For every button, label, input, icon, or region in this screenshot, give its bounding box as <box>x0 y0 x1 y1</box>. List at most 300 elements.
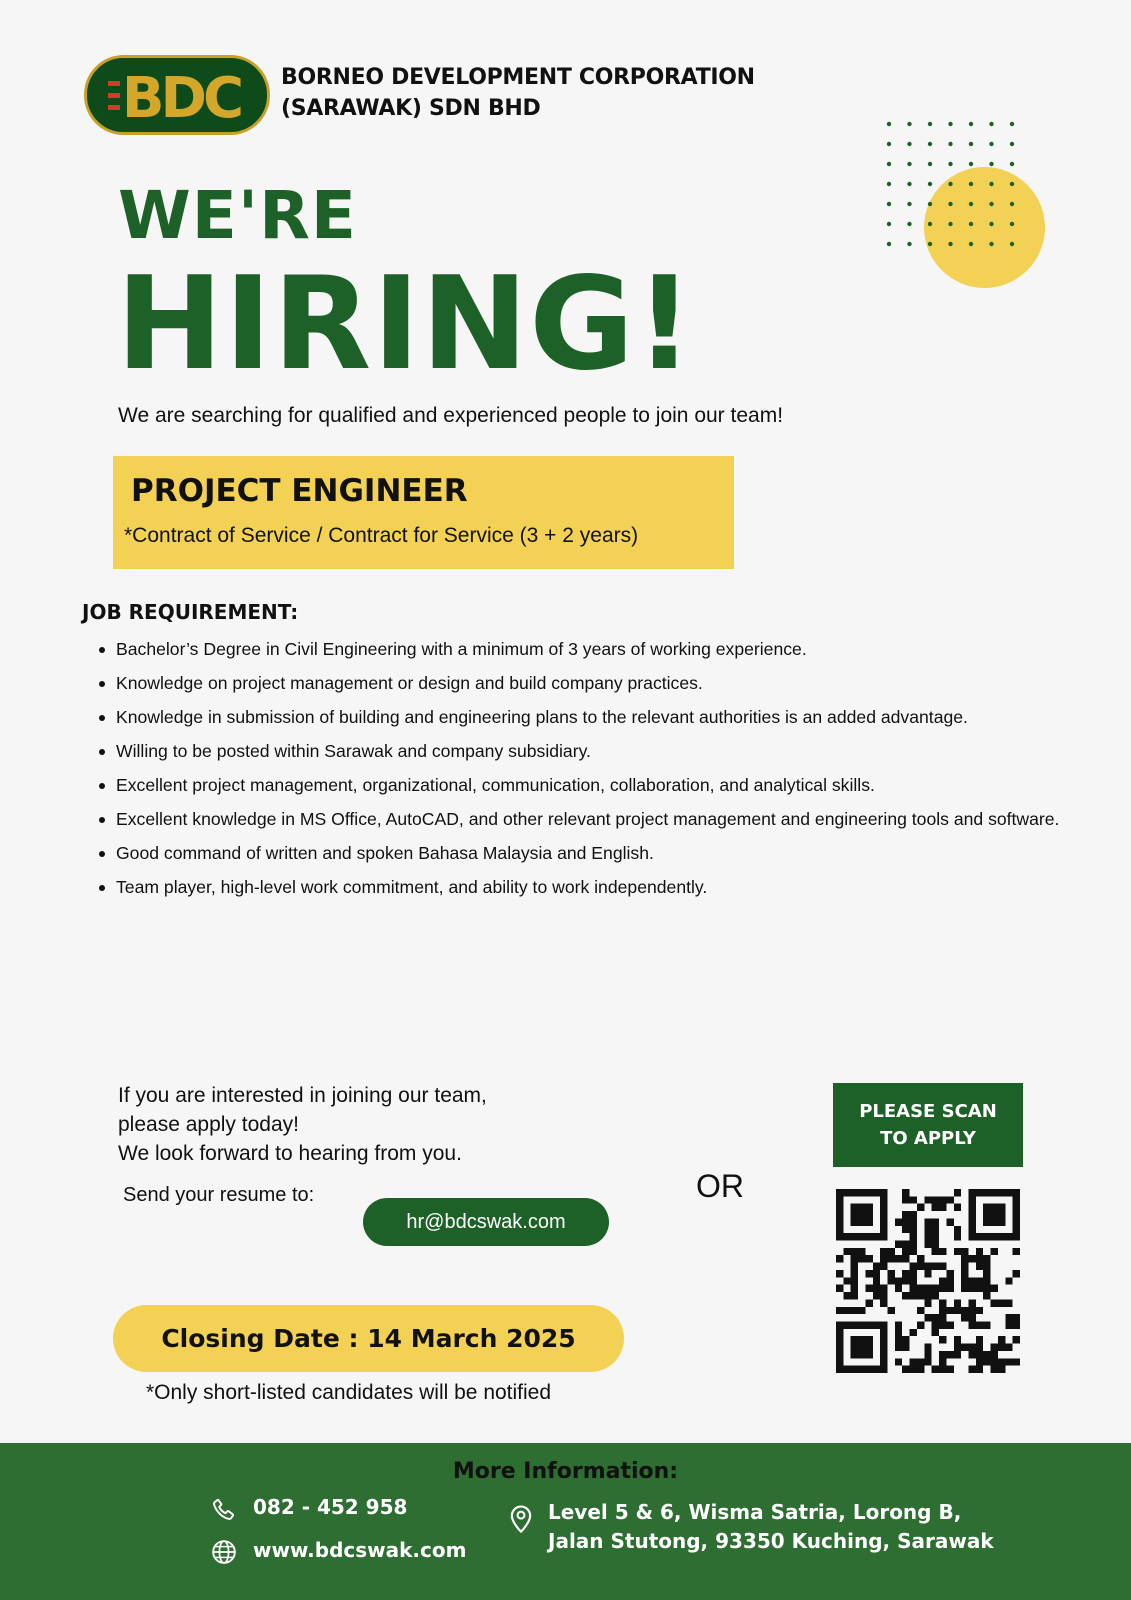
qr-module <box>924 1285 931 1292</box>
qr-module <box>932 1292 939 1299</box>
qr-module <box>976 1277 983 1284</box>
qr-module <box>976 1336 983 1343</box>
qr-module <box>917 1321 924 1328</box>
decor-dot <box>907 202 911 206</box>
qr-module <box>851 1292 858 1299</box>
decor-dot <box>969 162 973 166</box>
qr-module <box>961 1255 968 1262</box>
qr-module <box>976 1366 983 1373</box>
svg-text:BDC: BDC <box>121 66 241 131</box>
qr-module <box>910 1292 917 1299</box>
qr-module <box>991 1366 998 1373</box>
qr-module <box>895 1321 902 1328</box>
qr-module <box>983 1358 990 1365</box>
qr-module <box>873 1292 880 1299</box>
qr-module <box>998 1366 1005 1373</box>
qr-module <box>858 1307 865 1314</box>
decor-dot <box>948 202 952 206</box>
qr-module <box>954 1233 961 1240</box>
qr-module <box>968 1277 975 1284</box>
footer-address <box>548 1498 994 1556</box>
qr-code-icon[interactable] <box>836 1189 1020 1373</box>
requirement-item: Team player, high-level work commitment, and ability to work independently. <box>116 870 1074 904</box>
company-name-line1: BORNEO DEVELOPMENT CORPORATION <box>281 65 755 90</box>
qr-module <box>983 1321 990 1328</box>
qr-module <box>932 1285 939 1292</box>
qr-module <box>902 1196 909 1203</box>
qr-module <box>880 1263 887 1270</box>
qr-module <box>1005 1321 1012 1328</box>
decor-dot <box>1010 242 1014 246</box>
qr-module <box>946 1307 953 1314</box>
qr-module <box>873 1263 880 1270</box>
qr-module <box>836 1285 843 1292</box>
decor-dot <box>928 202 932 206</box>
qr-module <box>910 1329 917 1336</box>
qr-module <box>865 1255 872 1262</box>
qr-module <box>968 1351 975 1358</box>
qr-module <box>1013 1270 1020 1277</box>
qr-module <box>961 1248 968 1255</box>
qr-module <box>954 1344 961 1351</box>
qr-module <box>895 1218 902 1225</box>
decor-dot <box>1010 142 1014 146</box>
decor-dot <box>989 122 993 126</box>
qr-module <box>843 1277 850 1284</box>
qr-module <box>976 1358 983 1365</box>
qr-module <box>939 1196 946 1203</box>
decor-dot <box>907 222 911 226</box>
qr-module <box>968 1299 975 1306</box>
decor-dot <box>969 182 973 186</box>
decor-dot <box>1010 202 1014 206</box>
qr-module <box>880 1292 887 1299</box>
qr-module <box>961 1307 968 1314</box>
requirement-item: Willing to be posted within Sarawak and company subsidiary. <box>116 734 1074 768</box>
qr-module <box>968 1366 975 1373</box>
requirement-item: Knowledge in submission of building and engineering plans to the relevant authorities is an added advantage. <box>116 700 1074 734</box>
qr-module <box>851 1277 858 1284</box>
qr-module <box>976 1285 983 1292</box>
qr-module <box>976 1321 983 1328</box>
qr-module <box>998 1344 1005 1351</box>
qr-module <box>924 1263 931 1270</box>
qr-module <box>976 1351 983 1358</box>
qr-module <box>910 1285 917 1292</box>
qr-module <box>961 1285 968 1292</box>
qr-module <box>902 1292 909 1299</box>
qr-module <box>843 1307 850 1314</box>
qr-module <box>1005 1299 1012 1306</box>
decor-dot <box>1010 122 1014 126</box>
qr-module <box>932 1321 939 1328</box>
decor-dot <box>948 242 952 246</box>
qr-module <box>910 1248 917 1255</box>
qr-module <box>932 1241 939 1248</box>
decor-dot <box>969 142 973 146</box>
decor-dot-grid <box>886 121 1016 251</box>
requirements-title: JOB REQUIREMENT: <box>82 600 299 624</box>
qr-module <box>902 1344 909 1351</box>
qr-module <box>998 1299 1005 1306</box>
hero-were: WE'RE <box>118 177 357 254</box>
qr-module <box>924 1292 931 1299</box>
qr-module <box>1013 1314 1020 1321</box>
qr-module <box>998 1336 1005 1343</box>
or-separator: OR <box>696 1168 744 1204</box>
decor-dot <box>989 162 993 166</box>
qr-module <box>873 1277 880 1284</box>
qr-module <box>946 1277 953 1284</box>
qr-module <box>836 1255 843 1262</box>
qr-module <box>895 1241 902 1248</box>
qr-module <box>961 1344 968 1351</box>
qr-module <box>895 1344 902 1351</box>
qr-module <box>991 1285 998 1292</box>
qr-module <box>924 1226 931 1233</box>
apply-line: We look forward to hearing from you. <box>118 1142 462 1165</box>
qr-module <box>910 1196 917 1203</box>
decor-dot <box>948 142 952 146</box>
qr-module <box>917 1263 924 1270</box>
qr-module <box>976 1255 983 1262</box>
qr-module <box>888 1270 895 1277</box>
scan-line1: PLEASE SCAN <box>859 1101 997 1122</box>
scan-to-apply-label <box>833 1083 1023 1167</box>
qr-module <box>954 1189 961 1196</box>
footer-phone[interactable]: 082 - 452 958 <box>253 1495 408 1519</box>
location-pin-icon <box>507 1502 535 1534</box>
qr-module <box>902 1226 909 1233</box>
qr-module <box>932 1218 939 1225</box>
qr-module <box>910 1241 917 1248</box>
qr-module <box>917 1204 924 1211</box>
qr-module <box>843 1248 850 1255</box>
qr-module <box>932 1329 939 1336</box>
qr-module <box>865 1270 872 1277</box>
qr-module <box>932 1314 939 1321</box>
qr-module <box>851 1285 858 1292</box>
qr-module <box>991 1248 998 1255</box>
decor-dot <box>989 182 993 186</box>
decor-dot <box>969 242 973 246</box>
qr-module <box>932 1248 939 1255</box>
qr-module <box>968 1255 975 1262</box>
decor-dot <box>928 242 932 246</box>
qr-module <box>902 1270 909 1277</box>
decor-dot <box>887 242 891 246</box>
qr-module <box>991 1299 998 1306</box>
qr-module <box>954 1204 961 1211</box>
qr-module <box>983 1255 990 1262</box>
qr-module <box>939 1358 946 1365</box>
qr-module <box>917 1307 924 1314</box>
address-line1: Level 5 & 6, Wisma Satria, Lorong B, <box>548 1500 962 1524</box>
qr-module <box>873 1270 880 1277</box>
address-line2: Jalan Stutong, 93350 Kuching, Sarawak <box>548 1529 994 1553</box>
qr-module <box>1013 1321 1020 1328</box>
qr-module <box>954 1299 961 1306</box>
qr-module <box>910 1366 917 1373</box>
qr-module <box>939 1314 946 1321</box>
qr-module <box>895 1358 902 1365</box>
qr-module <box>946 1351 953 1358</box>
qr-module <box>946 1196 953 1203</box>
qr-module <box>895 1336 902 1343</box>
qr-module <box>976 1307 983 1314</box>
qr-module <box>851 1336 873 1358</box>
qr-module <box>902 1255 909 1262</box>
qr-module <box>1013 1336 1020 1343</box>
qr-module <box>961 1314 968 1321</box>
qr-module <box>895 1285 902 1292</box>
qr-module <box>924 1233 931 1240</box>
qr-module <box>924 1218 931 1225</box>
qr-module <box>910 1218 917 1225</box>
qr-module <box>939 1307 946 1314</box>
qr-module <box>910 1233 917 1240</box>
hero-intro: We are searching for qualified and experienced people to join our team! <box>118 404 784 427</box>
qr-module <box>910 1277 917 1284</box>
decor-dot <box>948 222 952 226</box>
qr-module <box>961 1263 968 1270</box>
qr-module <box>983 1204 1005 1226</box>
apply-message <box>118 1081 487 1168</box>
qr-module <box>888 1248 895 1255</box>
decor-dot <box>907 182 911 186</box>
qr-module <box>910 1226 917 1233</box>
decor-dot <box>887 202 891 206</box>
qr-module <box>939 1299 946 1306</box>
decor-dot <box>887 142 891 146</box>
qr-module <box>895 1277 902 1284</box>
qr-module <box>880 1285 887 1292</box>
decor-dot <box>887 122 891 126</box>
qr-module <box>939 1277 946 1284</box>
position-subtitle: *Contract of Service / Contract for Service (3 + 2 years) <box>124 524 639 547</box>
qr-module <box>946 1285 953 1292</box>
qr-module <box>968 1314 975 1321</box>
qr-module <box>858 1255 865 1262</box>
qr-module <box>924 1299 931 1306</box>
qr-module <box>880 1299 887 1306</box>
scan-line2: TO APPLY <box>880 1128 976 1149</box>
qr-module <box>888 1255 895 1262</box>
qr-module <box>924 1270 931 1277</box>
qr-module <box>902 1211 909 1218</box>
qr-module <box>939 1248 946 1255</box>
qr-module <box>865 1285 872 1292</box>
qr-module <box>873 1285 880 1292</box>
decor-dot <box>928 162 932 166</box>
decor-dot <box>969 202 973 206</box>
qr-module <box>939 1351 946 1358</box>
decor-dot <box>887 222 891 226</box>
qr-module <box>1013 1358 1020 1365</box>
decor-dot <box>989 202 993 206</box>
qr-module <box>983 1285 990 1292</box>
qr-module <box>932 1263 939 1270</box>
qr-module <box>924 1358 931 1365</box>
qr-module <box>1005 1358 1012 1365</box>
qr-module <box>910 1270 917 1277</box>
decor-dot <box>1010 162 1014 166</box>
qr-module <box>968 1285 975 1292</box>
decor-dot <box>1010 182 1014 186</box>
qr-module <box>924 1344 931 1351</box>
qr-module <box>902 1366 909 1373</box>
qr-module <box>961 1277 968 1284</box>
decor-dot <box>928 222 932 226</box>
decor-dot <box>907 162 911 166</box>
qr-module <box>976 1248 983 1255</box>
qr-module <box>932 1226 939 1233</box>
qr-module <box>858 1248 865 1255</box>
qr-module <box>851 1270 858 1277</box>
qr-module <box>888 1307 895 1314</box>
requirements-list <box>116 632 1074 904</box>
qr-module <box>880 1255 887 1262</box>
qr-module <box>939 1366 946 1373</box>
qr-module <box>924 1241 931 1248</box>
qr-module <box>939 1204 946 1211</box>
qr-module <box>939 1336 946 1343</box>
qr-module <box>983 1292 990 1299</box>
requirement-item: Good command of written and spoken Bahasa Malaysia and English. <box>116 836 1074 870</box>
qr-module <box>932 1204 939 1211</box>
globe-icon <box>211 1539 237 1565</box>
requirement-item: Bachelor’s Degree in Civil Engineering with a minimum of 3 years of working experience. <box>116 632 1074 666</box>
qr-module <box>998 1358 1005 1365</box>
requirement-item: Excellent project management, organizational, communication, collaboration, and analytical skills. <box>116 768 1074 802</box>
qr-module <box>910 1263 917 1270</box>
qr-module <box>895 1255 902 1262</box>
decor-dot <box>887 182 891 186</box>
shortlist-note: *Only short-listed candidates will be notified <box>146 1381 552 1404</box>
qr-module <box>954 1351 961 1358</box>
company-name-line2: (SARAWAK) SDN BHD <box>281 96 541 121</box>
qr-module <box>917 1255 924 1262</box>
qr-module <box>924 1351 931 1358</box>
qr-module <box>932 1366 939 1373</box>
qr-module <box>851 1204 873 1226</box>
qr-module <box>924 1314 931 1321</box>
qr-module <box>880 1248 887 1255</box>
qr-module <box>976 1344 983 1351</box>
decor-dot <box>928 122 932 126</box>
qr-module <box>954 1336 961 1343</box>
decor-dot <box>989 242 993 246</box>
qr-module <box>1005 1277 1012 1284</box>
decor-dot <box>948 162 952 166</box>
qr-module <box>895 1329 902 1336</box>
decor-dot <box>969 122 973 126</box>
qr-module <box>851 1307 858 1314</box>
qr-module <box>983 1277 990 1284</box>
qr-module <box>939 1263 946 1270</box>
qr-module <box>968 1321 975 1328</box>
qr-module <box>917 1358 924 1365</box>
qr-module <box>1005 1344 1012 1351</box>
decor-dot <box>887 162 891 166</box>
decor-dot <box>948 122 952 126</box>
qr-module <box>946 1270 953 1277</box>
qr-module <box>902 1241 909 1248</box>
decor-dot <box>969 222 973 226</box>
apply-line: If you are interested in joining our team, <box>118 1084 487 1107</box>
decor-dot <box>1010 222 1014 226</box>
qr-module <box>946 1366 953 1373</box>
qr-module <box>983 1351 990 1358</box>
qr-module <box>902 1277 909 1284</box>
qr-module <box>843 1292 850 1299</box>
decor-dot <box>907 242 911 246</box>
decor-dot <box>907 142 911 146</box>
qr-module <box>968 1307 975 1314</box>
qr-module <box>961 1270 968 1277</box>
qr-module <box>902 1248 909 1255</box>
qr-module <box>902 1336 909 1343</box>
qr-module <box>910 1211 917 1218</box>
decor-dot <box>989 222 993 226</box>
qr-module <box>954 1307 961 1314</box>
qr-module <box>910 1358 917 1365</box>
qr-module <box>946 1218 953 1225</box>
qr-module <box>836 1270 843 1277</box>
qr-module <box>851 1248 858 1255</box>
closing-date: Closing Date : 14 March 2025 <box>113 1305 624 1372</box>
qr-module <box>888 1277 895 1284</box>
footer-website[interactable]: www.bdcswak.com <box>253 1538 467 1562</box>
qr-module <box>902 1189 909 1196</box>
qr-module <box>939 1321 946 1328</box>
qr-module <box>976 1263 983 1270</box>
qr-module <box>917 1366 924 1373</box>
qr-module <box>991 1358 998 1365</box>
qr-module <box>836 1307 843 1314</box>
decor-dot <box>928 182 932 186</box>
qr-module <box>954 1226 961 1233</box>
qr-module <box>851 1255 858 1262</box>
requirement-item: Excellent knowledge in MS Office, AutoCAD, and other relevant project management and engineering tools and software. <box>116 802 1074 836</box>
qr-module <box>968 1344 975 1351</box>
hero-hiring: HIRING! <box>116 250 695 399</box>
qr-module <box>991 1344 998 1351</box>
qr-module <box>917 1285 924 1292</box>
send-resume-label: Send your resume to: <box>123 1184 315 1206</box>
position-title: PROJECT ENGINEER <box>131 473 468 509</box>
qr-module <box>946 1321 953 1328</box>
qr-module <box>1005 1314 1012 1321</box>
company-name <box>281 62 755 124</box>
qr-module <box>983 1270 990 1277</box>
footer-title: More Information: <box>452 1459 679 1484</box>
email-link[interactable]: hr@bdcswak.com <box>363 1198 609 1246</box>
decor-dot <box>948 182 952 186</box>
decor-dot <box>907 122 911 126</box>
qr-module <box>939 1285 946 1292</box>
requirement-item: Knowledge on project management or design and build company practices. <box>116 666 1074 700</box>
decor-dot <box>989 142 993 146</box>
qr-module <box>991 1351 998 1358</box>
qr-module <box>924 1196 931 1203</box>
qr-module <box>865 1299 872 1306</box>
decor-dot <box>928 142 932 146</box>
qr-module <box>932 1196 939 1203</box>
phone-icon <box>211 1496 237 1522</box>
qr-module <box>983 1263 990 1270</box>
qr-module <box>851 1263 858 1270</box>
